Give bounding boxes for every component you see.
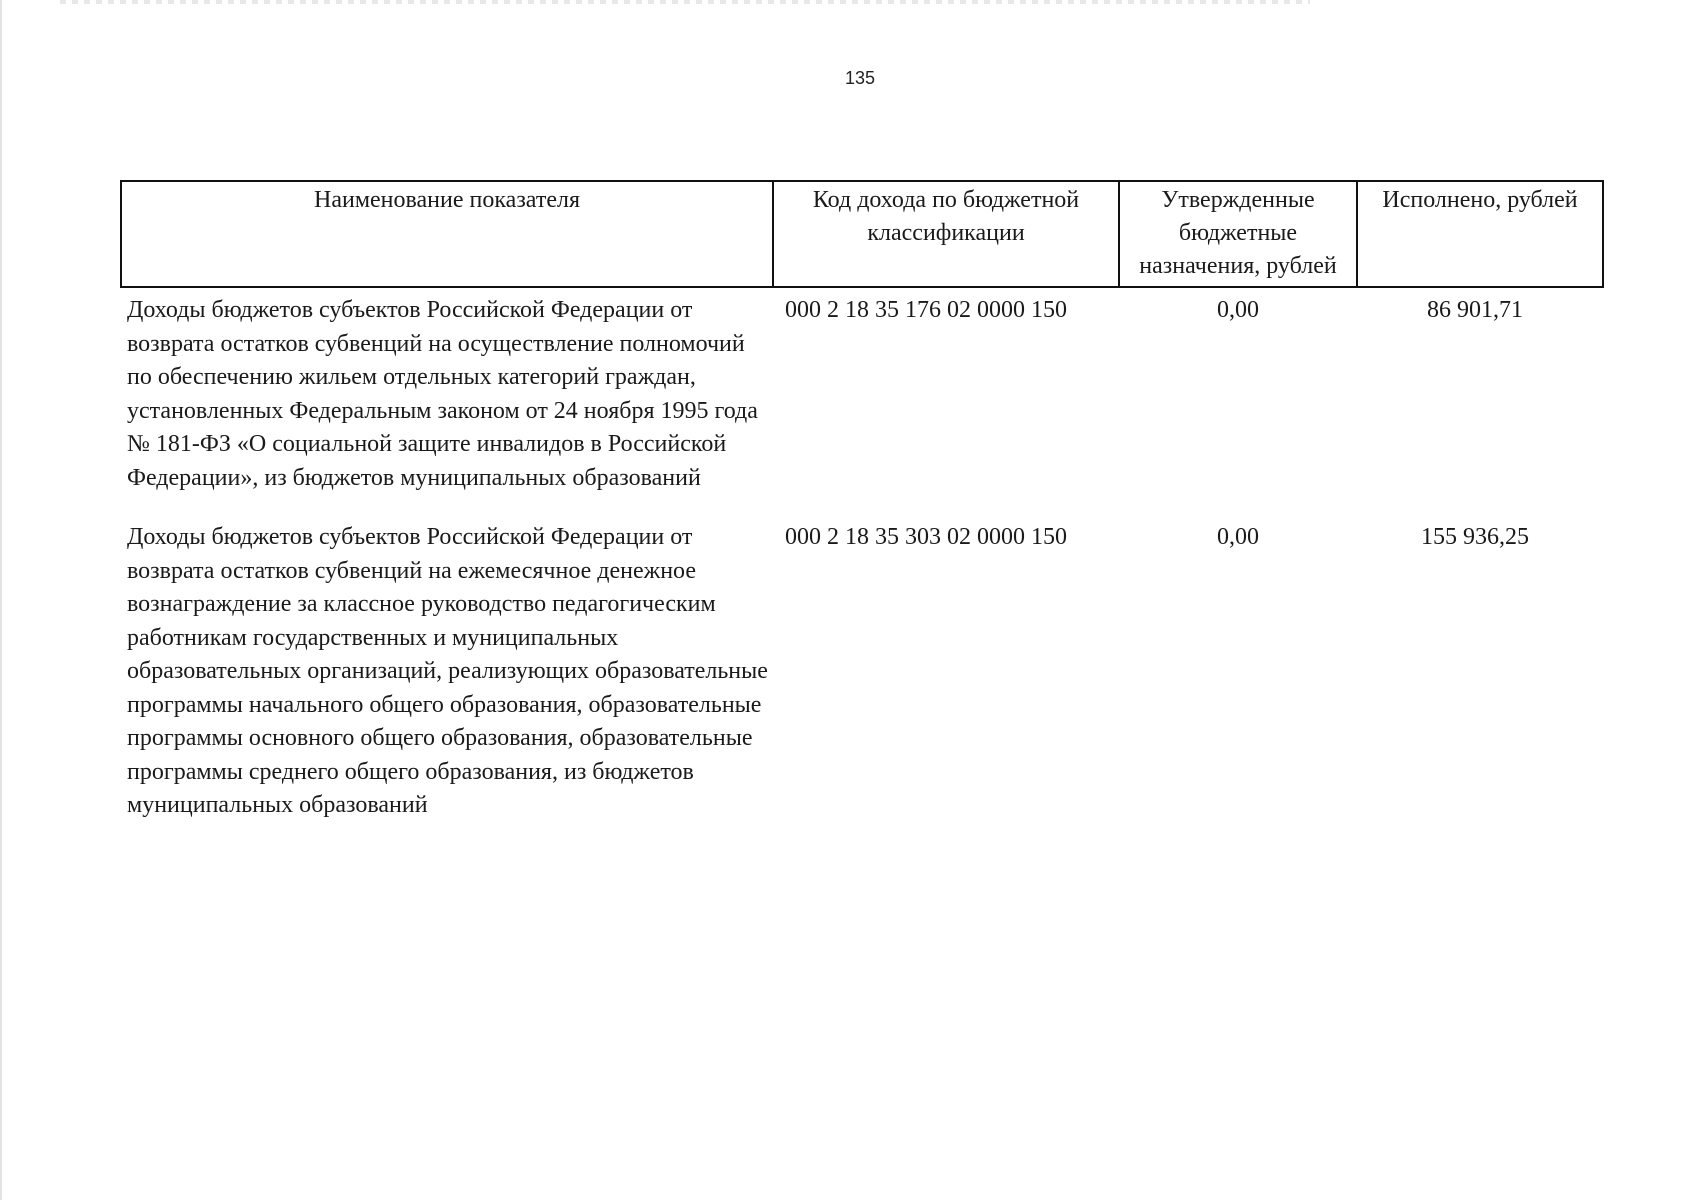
table-row (121, 287, 1603, 521)
revenue-table (120, 180, 1604, 823)
row-approved-amount: 0,00 (1217, 524, 1259, 550)
row-income-code: 000 2 18 35 303 02 0000 150 (785, 524, 1067, 550)
header-indicator-name: Наименование показателя (121, 181, 773, 287)
table-body (121, 287, 1603, 823)
table-header (121, 181, 1603, 287)
scan-edge-top (60, 0, 1310, 4)
header-approved-appropriations: Утвержденные бюджетные назначения, рублей (1119, 181, 1357, 287)
header-income-code: Код дохода по бюджетной классификации (773, 181, 1119, 287)
header-executed: Исполнено, рублей (1357, 181, 1603, 287)
header-row (121, 181, 1603, 287)
page-number: 135 (844, 68, 876, 88)
row-indicator-name: Доходы бюджетов субъектов Российской Федерации от возврата остатков субвенций на осуществление полномочий по обеспечению жильем отдельных категорий граждан, установленных Федеральным законом от 24 ноября 1995 года № 181-ФЗ «О социальной защите инвалидов в Российской Федерации», из бюджетов муниципальных образований (127, 297, 758, 491)
row-income-code: 000 2 18 35 176 02 0000 150 (785, 297, 1067, 323)
row-approved-amount: 0,00 (1217, 297, 1259, 323)
row-executed-amount: 86 901,71 (1427, 297, 1523, 323)
row-executed-amount: 155 936,25 (1421, 524, 1529, 550)
table-row (121, 521, 1603, 823)
scan-edge-left (0, 0, 2, 1200)
row-indicator-name: Доходы бюджетов субъектов Российской Федерации от возврата остатков субвенций на ежемесячное денежное вознаграждение за классное руководство педагогическим работникам государственных и муниципальных образовательных организаций, реализующих образовательные программы начального общего образования, образовательные программы основного общего образования, образовательные программы среднего общего образования, из бюджетов муниципальных образований (127, 524, 768, 818)
